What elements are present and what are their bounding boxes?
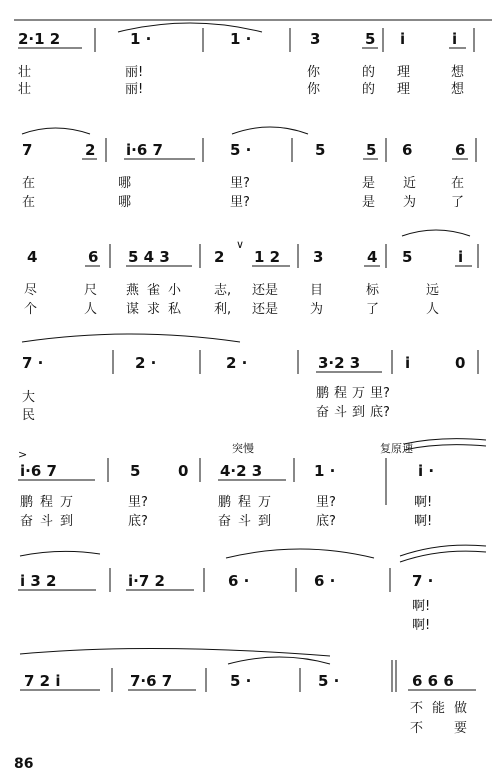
page-number: 86 <box>14 756 34 772</box>
note-group: 7·6 7 <box>130 672 173 690</box>
note-group: 5 <box>130 462 141 480</box>
lyric: 壮 <box>18 65 32 80</box>
system-4 <box>22 334 478 423</box>
system-3 <box>24 230 478 317</box>
lyric: 近 <box>403 176 417 191</box>
slur <box>232 127 308 134</box>
lyric: 燕雀小 <box>126 283 190 298</box>
system-5 <box>18 439 486 529</box>
lyric: 奋 <box>218 514 232 529</box>
note-group: i <box>405 354 411 372</box>
lyric: 尽 <box>24 283 38 298</box>
lyric: 鹏 <box>218 495 232 510</box>
lyric: 鹏 <box>316 386 330 401</box>
lyric: 你 <box>307 65 321 80</box>
note-group: 1 · <box>314 462 336 480</box>
note-group: 2·1 2 <box>18 30 61 48</box>
lyric: 大 <box>22 390 36 405</box>
slur <box>20 551 100 556</box>
lyric: 的 <box>362 65 376 80</box>
tie <box>226 549 374 558</box>
lyric: 了 <box>366 302 380 317</box>
note-group: 6 · <box>314 572 336 590</box>
lyric: 不 <box>410 701 424 716</box>
note-group: 4·2 3 <box>220 462 263 480</box>
lyric: 奋 <box>20 514 34 529</box>
lyric: 程 <box>40 495 54 510</box>
lyric: 程 <box>334 386 348 401</box>
note-group: 3 <box>310 30 321 48</box>
lyric: 万 <box>60 495 74 510</box>
lyric: 哪 <box>118 176 132 191</box>
lyric: 丽! <box>125 65 144 80</box>
lyric: 斗 <box>238 514 252 529</box>
note-group: 6 · <box>228 572 250 590</box>
lyric: 斗 <box>40 514 54 529</box>
lyric: 到 <box>60 514 74 529</box>
note-group: i <box>458 248 464 266</box>
lyric: 利, <box>214 302 232 317</box>
tempo-mark: 突慢 <box>232 442 254 455</box>
lyric: 里? <box>316 495 336 510</box>
lyric: 为 <box>310 302 324 317</box>
system-7 <box>20 648 476 736</box>
lyric: 是 <box>362 176 376 191</box>
note-group: i·7 2 <box>128 572 165 590</box>
lyric: 个 <box>24 302 38 317</box>
lyric: 你 <box>307 82 321 97</box>
note-group: 6 6 6 <box>412 672 454 690</box>
lyric: 丽! <box>125 82 144 97</box>
lyric: 谋求私 <box>126 302 190 317</box>
lyric: 啊! <box>414 514 433 529</box>
lyric: 的 <box>362 82 376 97</box>
tie <box>404 439 486 444</box>
note-group: 4 <box>27 248 38 266</box>
note-group: i · <box>418 462 435 480</box>
lyric: 志, <box>214 283 232 298</box>
note-group: i·6 7 <box>20 462 57 480</box>
lyric: 民 <box>22 408 36 423</box>
lyric: 到 <box>258 514 272 529</box>
lyric: 做 <box>454 701 468 716</box>
note-group: 7 · <box>412 572 434 590</box>
note-group: 5 4 3 <box>128 248 170 266</box>
lyric: 里? <box>370 386 390 401</box>
lyric: 人 <box>84 302 98 317</box>
lyric: 尺 <box>84 283 98 298</box>
lyric: 底? <box>370 405 390 420</box>
lyric: 底? <box>128 514 148 529</box>
note-group: 2 <box>85 141 96 159</box>
lyric: 不 <box>410 721 424 736</box>
system-6 <box>18 545 486 633</box>
lyric: 目 <box>310 283 324 298</box>
note-group: i·6 7 <box>126 141 163 159</box>
note-group: 2 <box>214 248 225 266</box>
lyric: 到 <box>352 405 366 420</box>
note-group: 5 <box>366 141 377 159</box>
note-group: 7 · <box>22 354 44 372</box>
lyric: 鹏 <box>20 495 34 510</box>
note-group: 2 · <box>226 354 248 372</box>
slur <box>402 230 470 236</box>
note-group: 0 <box>455 354 466 372</box>
note-group: 1 2 <box>254 248 281 266</box>
lyric: 啊! <box>412 599 431 614</box>
note-group: 1 · <box>230 30 252 48</box>
lyric: 底? <box>316 514 336 529</box>
lyric: 理 <box>397 82 411 97</box>
lyric: 想 <box>451 65 465 80</box>
slur <box>20 648 330 656</box>
lyric: 里? <box>128 495 148 510</box>
system-2 <box>22 127 476 210</box>
note-group: 6 <box>88 248 99 266</box>
lyric: 为 <box>403 195 417 210</box>
lyric: 理 <box>397 65 411 80</box>
lyric: 万 <box>352 386 366 401</box>
lyric: 哪 <box>118 195 132 210</box>
lyric: 还是 <box>252 302 279 317</box>
note-group: 5 · <box>318 672 340 690</box>
note-group: 7 <box>22 141 33 159</box>
lyric: 能 <box>432 701 446 716</box>
lyric: 标 <box>366 283 380 298</box>
lyric: 人 <box>426 302 440 317</box>
note-group: 6 <box>455 141 466 159</box>
lyric: 在 <box>451 176 465 191</box>
note-group: i <box>400 30 406 48</box>
lyric: 了 <box>451 195 465 210</box>
system-1 <box>14 20 492 97</box>
note-group: 4 <box>367 248 378 266</box>
lyric: 奋 <box>316 405 330 420</box>
note-group: i 3 2 <box>20 572 57 590</box>
tie <box>228 657 330 664</box>
slur <box>22 128 90 134</box>
lyric: 在 <box>22 195 36 210</box>
note-group: 3 <box>313 248 324 266</box>
note-group: 0 <box>178 462 189 480</box>
lyric: 是 <box>362 195 376 210</box>
note-group: 6 <box>402 141 413 159</box>
lyric: 想 <box>451 82 465 97</box>
tie <box>400 551 486 562</box>
note-group: 5 <box>365 30 376 48</box>
note-group: 5 <box>315 141 326 159</box>
note-group: 2 · <box>135 354 157 372</box>
note-group: 1 · <box>130 30 152 48</box>
lyric: 远 <box>426 283 440 298</box>
lyric: 啊! <box>412 618 431 633</box>
tie <box>404 445 486 450</box>
lyric: 壮 <box>18 82 32 97</box>
note-group: i <box>452 30 458 48</box>
lyric: 程 <box>238 495 252 510</box>
lyric: 斗 <box>334 405 348 420</box>
note-group: 7 2 i <box>24 672 61 690</box>
accent-mark: > <box>18 448 28 461</box>
lyric: 里? <box>230 195 250 210</box>
lyric: 还是 <box>252 283 279 298</box>
note-group: 5 <box>402 248 413 266</box>
note-group: 5 · <box>230 672 252 690</box>
note-group: 3·2 3 <box>318 354 361 372</box>
lyric: 要 <box>454 721 468 736</box>
tempo-mark: 复原速 <box>380 442 413 455</box>
lyric: 万 <box>258 495 272 510</box>
slur <box>22 334 240 342</box>
lyric: 啊! <box>414 495 433 510</box>
breath-mark: ∨ <box>236 238 245 251</box>
note-group: 5 · <box>230 141 252 159</box>
lyric: 在 <box>22 176 36 191</box>
lyric: 里? <box>230 176 250 191</box>
tie <box>400 545 486 556</box>
